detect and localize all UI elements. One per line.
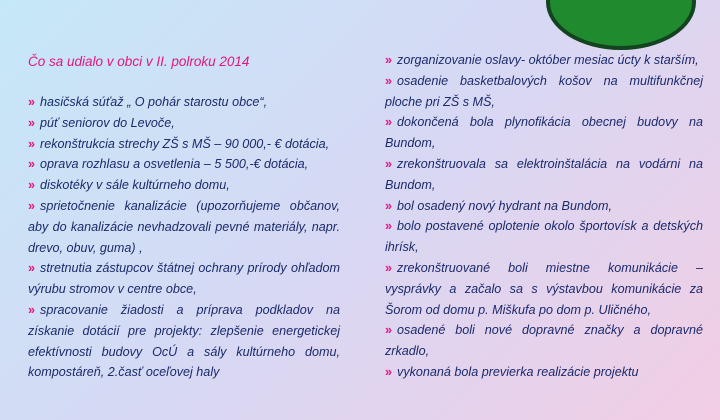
list-item: » diskotéky v sále kultúrneho domu,	[28, 178, 230, 193]
bullet-icon: »	[385, 323, 393, 338]
bullet-icon: »	[385, 198, 393, 213]
left-column	[28, 0, 340, 383]
bullet-icon: »	[28, 198, 36, 213]
bullet-icon: »	[385, 260, 393, 275]
list-item: » zorganizovanie oslavy- október mesiac úcty k starším,	[385, 53, 699, 67]
bullet-icon: »	[28, 178, 36, 193]
bullet-icon: »	[28, 261, 36, 276]
bullet-icon: »	[28, 95, 36, 109]
list-item: » bol osadený nový hydrant na Bundom,	[385, 198, 612, 213]
bullet-icon: »	[28, 157, 36, 172]
list-item: » sprietočnenie kanalizácie (upozorňujeme občanov, aby do kanalizácie nevhadzovali pevné materiály, napr. drevo, obuv, guma) ,	[28, 198, 340, 255]
list-item: » dokončená bola plynofikácia obecnej budovy na Bundom,	[385, 115, 703, 151]
right-column	[385, 0, 703, 383]
bullet-icon: »	[28, 136, 36, 151]
list-item: » rekonštrukcia strechy ZŠ s MŠ – 90 000,- € dotácia,	[28, 136, 330, 151]
bullet-icon: »	[385, 364, 393, 379]
list-item: » zrekonštruované boli miestne komunikácie – vysprávky a začalo sa s výstavbou komunikácie za Šorom od domu p. Miškufa po dom p. Uličného,	[385, 260, 703, 317]
bullet-icon: »	[28, 302, 36, 317]
bullet-icon: »	[385, 53, 393, 67]
list-item: » osadenie basketbalových košov na multifunkčnej ploche pri ZŠ s MŠ,	[385, 73, 703, 109]
list-item: » vykonaná bola previerka realizácie projektu	[385, 364, 639, 379]
list-item: » stretnutia zástupcov štátnej ochrany prírody ohľadom výrubu stromov v centre obce,	[28, 261, 340, 297]
right-event-list	[385, 0, 703, 383]
list-item: » zrekonštruovala sa elektroinštalácia na vodárni na Bundom,	[385, 156, 703, 192]
bullet-icon: »	[28, 115, 36, 130]
list-item: » hasičská súťaž „ O pohár starostu obce“,	[28, 95, 268, 109]
bullet-icon: »	[385, 219, 393, 234]
bullet-icon: »	[385, 115, 393, 130]
section-heading: Čo sa udialo v obci v II. polroku 2014	[28, 54, 250, 69]
list-item: » bolo postavené oplotenie okolo športovísk a detských ihrísk,	[385, 219, 703, 255]
bullet-icon: »	[385, 156, 393, 171]
bullet-icon: »	[385, 73, 393, 88]
list-item: » osadené boli nové dopravné značky a dopravné zrkadlo,	[385, 323, 703, 359]
list-item: » oprava rozhlasu a osvetlenia – 5 500,-€ dotácia,	[28, 157, 309, 172]
left-event-list	[28, 0, 340, 383]
list-item: » spracovanie žiadosti a príprava podkladov na získanie dotácií pre projekty: zlepšenie energetickej efektívnosti budovy OcÚ a sály kultúrneho domu, kompostáreň, 2.časť oceľovej haly	[28, 302, 340, 380]
list-item: » púť seniorov do Levoče,	[28, 115, 175, 130]
